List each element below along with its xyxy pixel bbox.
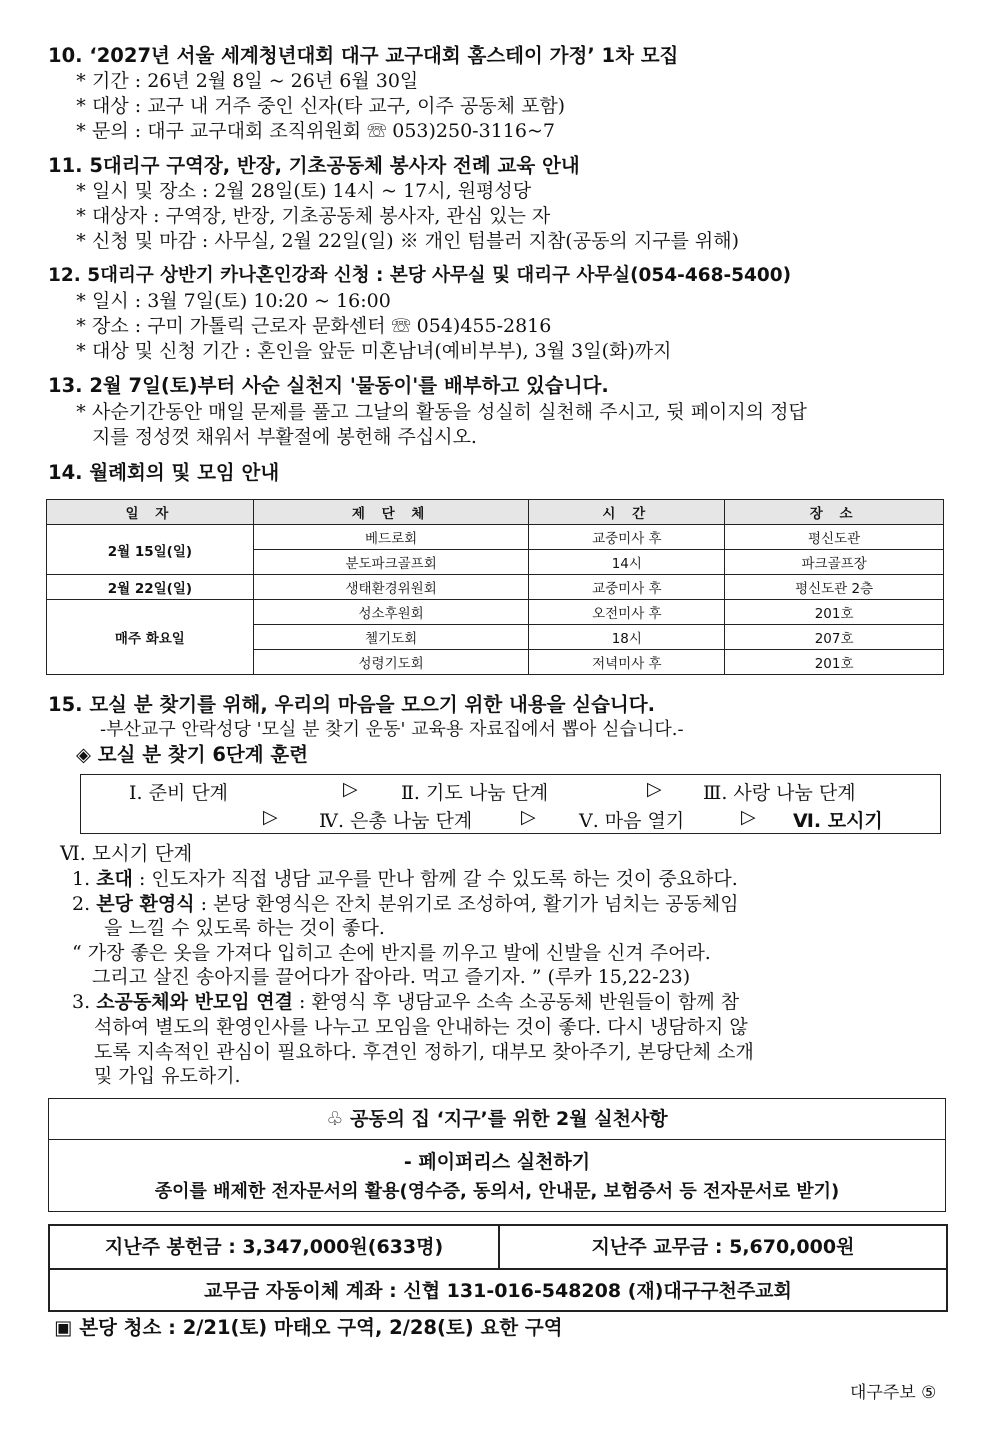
section-10-item: * 대상 : 교구 내 거주 중인 신자(타 교구, 이주 공동체 포함) bbox=[76, 95, 566, 117]
paragraph-3-cont: 석하여 별도의 환영인사를 나누고 모임을 안내하는 것이 좋다. 다시 냉담하지 않 bbox=[94, 1016, 748, 1038]
paragraph-3: 3. 소공동체와 반모임 연결 : 환영식 후 냉담교우 소속 소공동체 반원들이 함께 참 bbox=[72, 991, 740, 1013]
earth-practice-box bbox=[48, 1098, 946, 1212]
date-cell: 2월 15일(일) bbox=[47, 525, 254, 575]
group-cell: 분도파크골프회 bbox=[253, 550, 529, 575]
col-header-date: 일 자 bbox=[47, 500, 254, 525]
table-row bbox=[47, 575, 944, 600]
earth-practice-line: 종이를 배제한 전자문서의 활용(영수증, 동의서, 안내문, 보험증서 등 전자문서로 받기) bbox=[154, 1181, 840, 1202]
table-header-row bbox=[47, 500, 944, 525]
section-13-text-cont: 지를 정성껏 채워서 부활절에 봉헌해 주십시오. bbox=[92, 426, 477, 448]
time-cell: 저녁미사 후 bbox=[529, 650, 725, 675]
place-cell: 201호 bbox=[725, 650, 944, 675]
paragraph-2: 2. 본당 환영식 : 본당 환영식은 잔치 분위기로 조성하여, 활기가 넘치는 공동체임 bbox=[72, 893, 739, 915]
group-cell: 성소후원회 bbox=[253, 600, 529, 625]
step-2: Ⅱ. 기도 나눔 단계 bbox=[401, 782, 549, 804]
place-cell: 평신도관 2층 bbox=[725, 575, 944, 600]
table-row bbox=[47, 600, 944, 625]
section-12-item: * 일시 : 3월 7일(토) 10:20 ~ 16:00 bbox=[76, 290, 391, 312]
section-12-item: * 대상 및 신청 기간 : 혼인을 앞둔 미혼남녀(예비부부), 3월 3일(화)까지 bbox=[76, 340, 672, 362]
six-steps-box bbox=[80, 774, 941, 834]
offering-box bbox=[48, 1224, 948, 1312]
quote-line-1: “ 가장 좋은 옷을 가져다 입히고 손에 반지를 끼우고 발에 신발을 신겨 주어라. bbox=[72, 942, 711, 964]
quote-line-2: 그리고 살진 송아지를 끌어다가 잡아라. 먹고 즐기자. ” (루카 15,22-23) bbox=[92, 966, 691, 988]
arrow-icon: ▷ bbox=[343, 778, 358, 800]
arrow-icon: ▷ bbox=[647, 778, 662, 800]
section-11-item: * 대상자 : 구역장, 반장, 기초공동체 봉사자, 관심 있는 자 bbox=[76, 205, 551, 227]
time-cell: 오전미사 후 bbox=[529, 600, 725, 625]
section-15-title: 15. 모실 분 찾기를 위해, 우리의 마음을 모으기 위한 내용을 싣습니다. bbox=[48, 693, 656, 716]
place-cell: 207호 bbox=[725, 625, 944, 650]
time-cell: 교중미사 후 bbox=[529, 525, 725, 550]
training-title: ◈ 모실 분 찾기 6단계 훈련 bbox=[76, 743, 309, 766]
section-10-title: 10. ‘2027년 서울 세계청년대회 대구 교구대회 홈스테이 가정’ 1차 모집 bbox=[48, 44, 679, 67]
paragraph-3-cont: 및 가입 유도하기. bbox=[94, 1065, 241, 1087]
section-14-title: 14. 월례회의 및 모임 안내 bbox=[48, 461, 280, 484]
section-11-title: 11. 5대리구 구역장, 반장, 기초공동체 봉사자 전례 교육 안내 bbox=[48, 154, 580, 177]
arrow-icon: ▷ bbox=[521, 806, 536, 828]
group-cell: 생태환경위원회 bbox=[253, 575, 529, 600]
meeting-table bbox=[46, 499, 944, 675]
paragraph-2-cont: 을 느낄 수 있도록 하는 것이 좋다. bbox=[104, 917, 385, 939]
date-cell: 2월 22일(일) bbox=[47, 575, 254, 600]
col-header-time: 시 간 bbox=[529, 500, 725, 525]
earth-practice-title: ♧ 공동의 집 ‘지구’를 위한 2월 실천사항 bbox=[49, 1099, 945, 1140]
step-5: Ⅴ. 마음 열기 bbox=[579, 810, 685, 832]
place-cell: 파크골프장 bbox=[725, 550, 944, 575]
page-footer: 대구주보 ⑤ bbox=[850, 1383, 937, 1403]
step-4: Ⅳ. 은총 나눔 단계 bbox=[319, 810, 473, 832]
place-cell: 평신도관 bbox=[725, 525, 944, 550]
section-13-text: * 사순기간동안 매일 문제를 풀고 그날의 활동을 성실히 실천해 주시고, 뒷 페이지의 정답 bbox=[76, 401, 807, 423]
section-15-subtitle: -부산교구 안락성당 '모실 분 찾기 운동' 교육용 자료집에서 뽑아 싣습니다.- bbox=[100, 719, 684, 740]
auto-transfer-account: 교무금 자동이체 계좌 : 신협 131-016-548208 (재)대구구천주교회 bbox=[50, 1268, 946, 1312]
section-11-item: * 신청 및 마감 : 사무실, 2월 22일(일) ※ 개인 텀블러 지참(공동의 지구를 위해) bbox=[76, 230, 740, 252]
time-cell: 18시 bbox=[529, 625, 725, 650]
time-cell: 교중미사 후 bbox=[529, 575, 725, 600]
step-1: Ⅰ. 준비 단계 bbox=[129, 782, 229, 804]
section-10-item: * 문의 : 대구 교구대회 조직위원회 ☏ 053)250-3116~7 bbox=[76, 120, 555, 142]
group-cell: 첼기도회 bbox=[253, 625, 529, 650]
cleaning-notice: ▣ 본당 청소 : 2/21(토) 마태오 구역, 2/28(토) 요한 구역 bbox=[54, 1316, 563, 1339]
group-cell: 베드로회 bbox=[253, 525, 529, 550]
section-10-item: * 기간 : 26년 2월 8일 ~ 26년 6월 30일 bbox=[76, 70, 419, 92]
col-header-place: 장 소 bbox=[725, 500, 944, 525]
arrow-icon: ▷ bbox=[263, 806, 278, 828]
paragraph-1: 1. 초대 : 인도자가 직접 냉담 교우를 만나 함께 갈 수 있도록 하는 것이 중요하다. bbox=[72, 868, 738, 890]
dues-amount: 지난주 교무금 : 5,670,000원 bbox=[591, 1236, 855, 1258]
section-12-title: 12. 5대리구 상반기 카나혼인강좌 신청 : 본당 사무실 및 대리구 사무실(054-468-5400) bbox=[48, 265, 792, 286]
date-cell: 매주 화요일 bbox=[47, 600, 254, 675]
earth-practice-body bbox=[49, 1147, 945, 1207]
offering-amount: 지난주 봉헌금 : 3,347,000원(633명) bbox=[50, 1226, 500, 1268]
time-cell: 14시 bbox=[529, 550, 725, 575]
group-cell: 성령기도회 bbox=[253, 650, 529, 675]
stage-title: Ⅵ. 모시기 단계 bbox=[60, 842, 193, 865]
arrow-icon: ▷ bbox=[741, 806, 756, 828]
col-header-group: 제 단 체 bbox=[253, 500, 529, 525]
section-12-item: * 장소 : 구미 가톨릭 근로자 문화센터 ☏ 054)455-2816 bbox=[76, 315, 552, 337]
earth-practice-line: - 페이퍼리스 실천하기 bbox=[403, 1151, 591, 1173]
section-11-item: * 일시 및 장소 : 2월 28일(토) 14시 ~ 17시, 원평성당 bbox=[76, 180, 532, 202]
table-row bbox=[47, 525, 944, 550]
section-13-title: 13. 2월 7일(토)부터 사순 실천지 '물동이'를 배부하고 있습니다. bbox=[48, 374, 609, 397]
step-3: Ⅲ. 사랑 나눔 단계 bbox=[703, 782, 856, 804]
step-6: Ⅵ. 모시기 bbox=[793, 810, 883, 832]
paragraph-3-cont: 도록 지속적인 관심이 필요하다. 후견인 정하기, 대부모 찾아주기, 본당단체 소개 bbox=[94, 1041, 754, 1063]
place-cell: 201호 bbox=[725, 600, 944, 625]
